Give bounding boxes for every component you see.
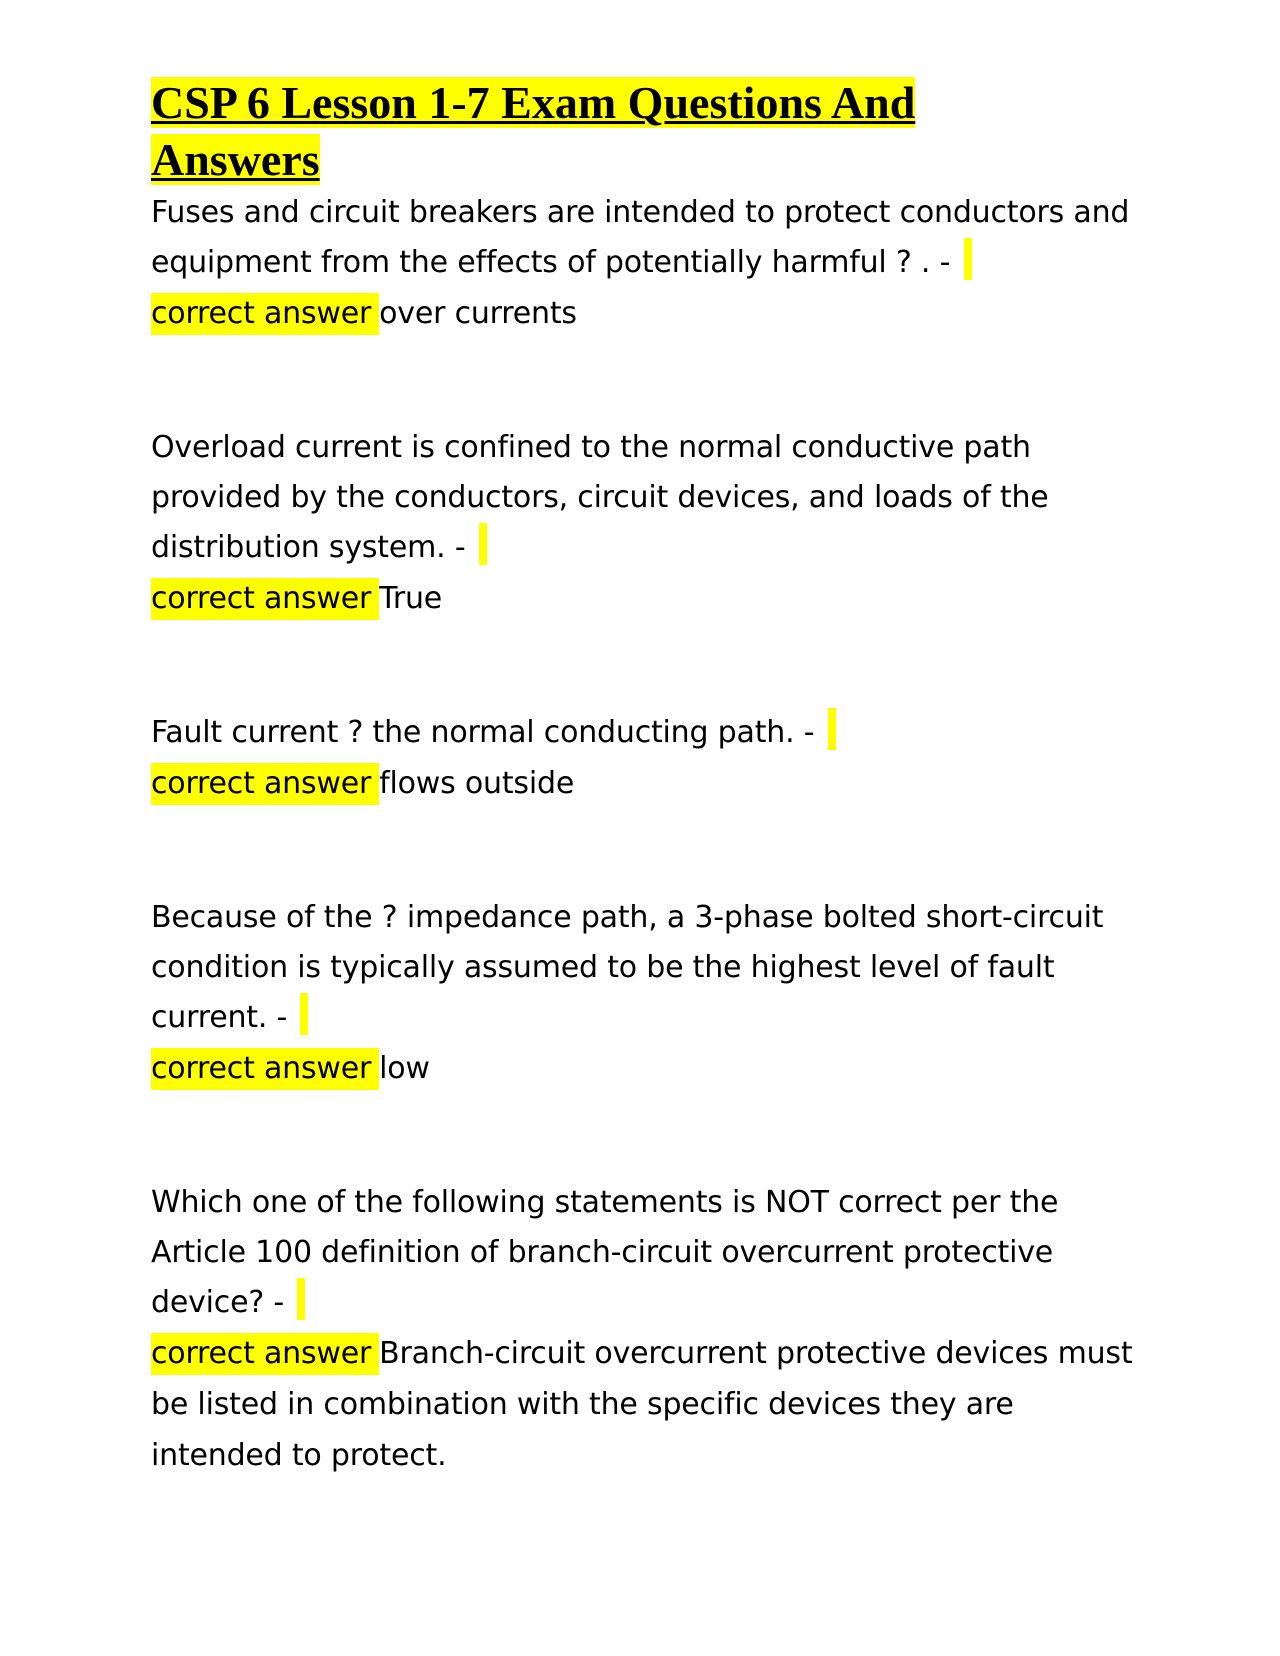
answer-line <box>151 573 1141 624</box>
spacer <box>151 1094 1141 1178</box>
question-text <box>151 188 1141 288</box>
correct-answer-label: correct answer <box>151 763 379 805</box>
question-text <box>151 893 1141 1043</box>
question-text <box>151 423 1141 573</box>
document-title <box>151 74 1141 188</box>
question-text <box>151 1178 1141 1328</box>
question-4: Because of the ? impedance path, a 3-phase bolted short-circuit condition is typically assumed to be the highest level of fault current. - <box>151 900 1104 1035</box>
question-1: Fuses and circuit breakers are intended to protect conductors and equipment from the effects of potentially harmful ? . - <box>151 195 1130 280</box>
answer-line <box>151 1328 1141 1481</box>
title-line-2: Answers <box>151 134 320 185</box>
answer-line <box>151 758 1141 809</box>
document-page <box>151 74 1141 1481</box>
answer-line <box>151 1043 1141 1094</box>
qa-item <box>151 893 1141 1094</box>
qa-list <box>151 188 1141 1481</box>
answer-2: True <box>379 581 443 616</box>
answer-line <box>151 288 1141 339</box>
spacer <box>151 339 1141 423</box>
correct-answer-label: correct answer <box>151 1048 379 1090</box>
answer-4: low <box>379 1051 430 1086</box>
correct-answer-label: correct answer <box>151 578 379 620</box>
correct-answer-label: correct answer <box>151 1333 379 1375</box>
qa-item <box>151 188 1141 339</box>
correct-answer-label: correct answer <box>151 293 379 335</box>
spacer <box>151 624 1141 708</box>
question-text <box>151 708 1141 758</box>
spacer <box>151 809 1141 893</box>
question-3: Fault current ? the normal conducting path. - <box>151 715 824 750</box>
highlight-marker <box>300 993 308 1035</box>
highlight-marker <box>964 238 972 280</box>
qa-item <box>151 708 1141 809</box>
highlight-marker <box>297 1278 305 1320</box>
answer-3: flows outside <box>379 766 575 801</box>
question-2: Overload current is confined to the normal conductive path provided by the conductors, circuit devices, and loads of the distribution system. - <box>151 430 1049 565</box>
question-5: Which one of the following statements is NOT correct per the Article 100 definition of branch-circuit overcurrent protective device? - <box>151 1185 1059 1320</box>
answer-5: Branch-circuit overcurrent protective devices must be listed in combination with the specific devices they are intended to protect. <box>151 1336 1133 1473</box>
highlight-marker <box>828 708 836 750</box>
highlight-marker <box>479 523 487 565</box>
answer-1: over currents <box>379 296 577 331</box>
title-line-1: CSP 6 Lesson 1-7 Exam Questions And <box>151 77 916 128</box>
qa-item <box>151 1178 1141 1481</box>
qa-item <box>151 423 1141 624</box>
